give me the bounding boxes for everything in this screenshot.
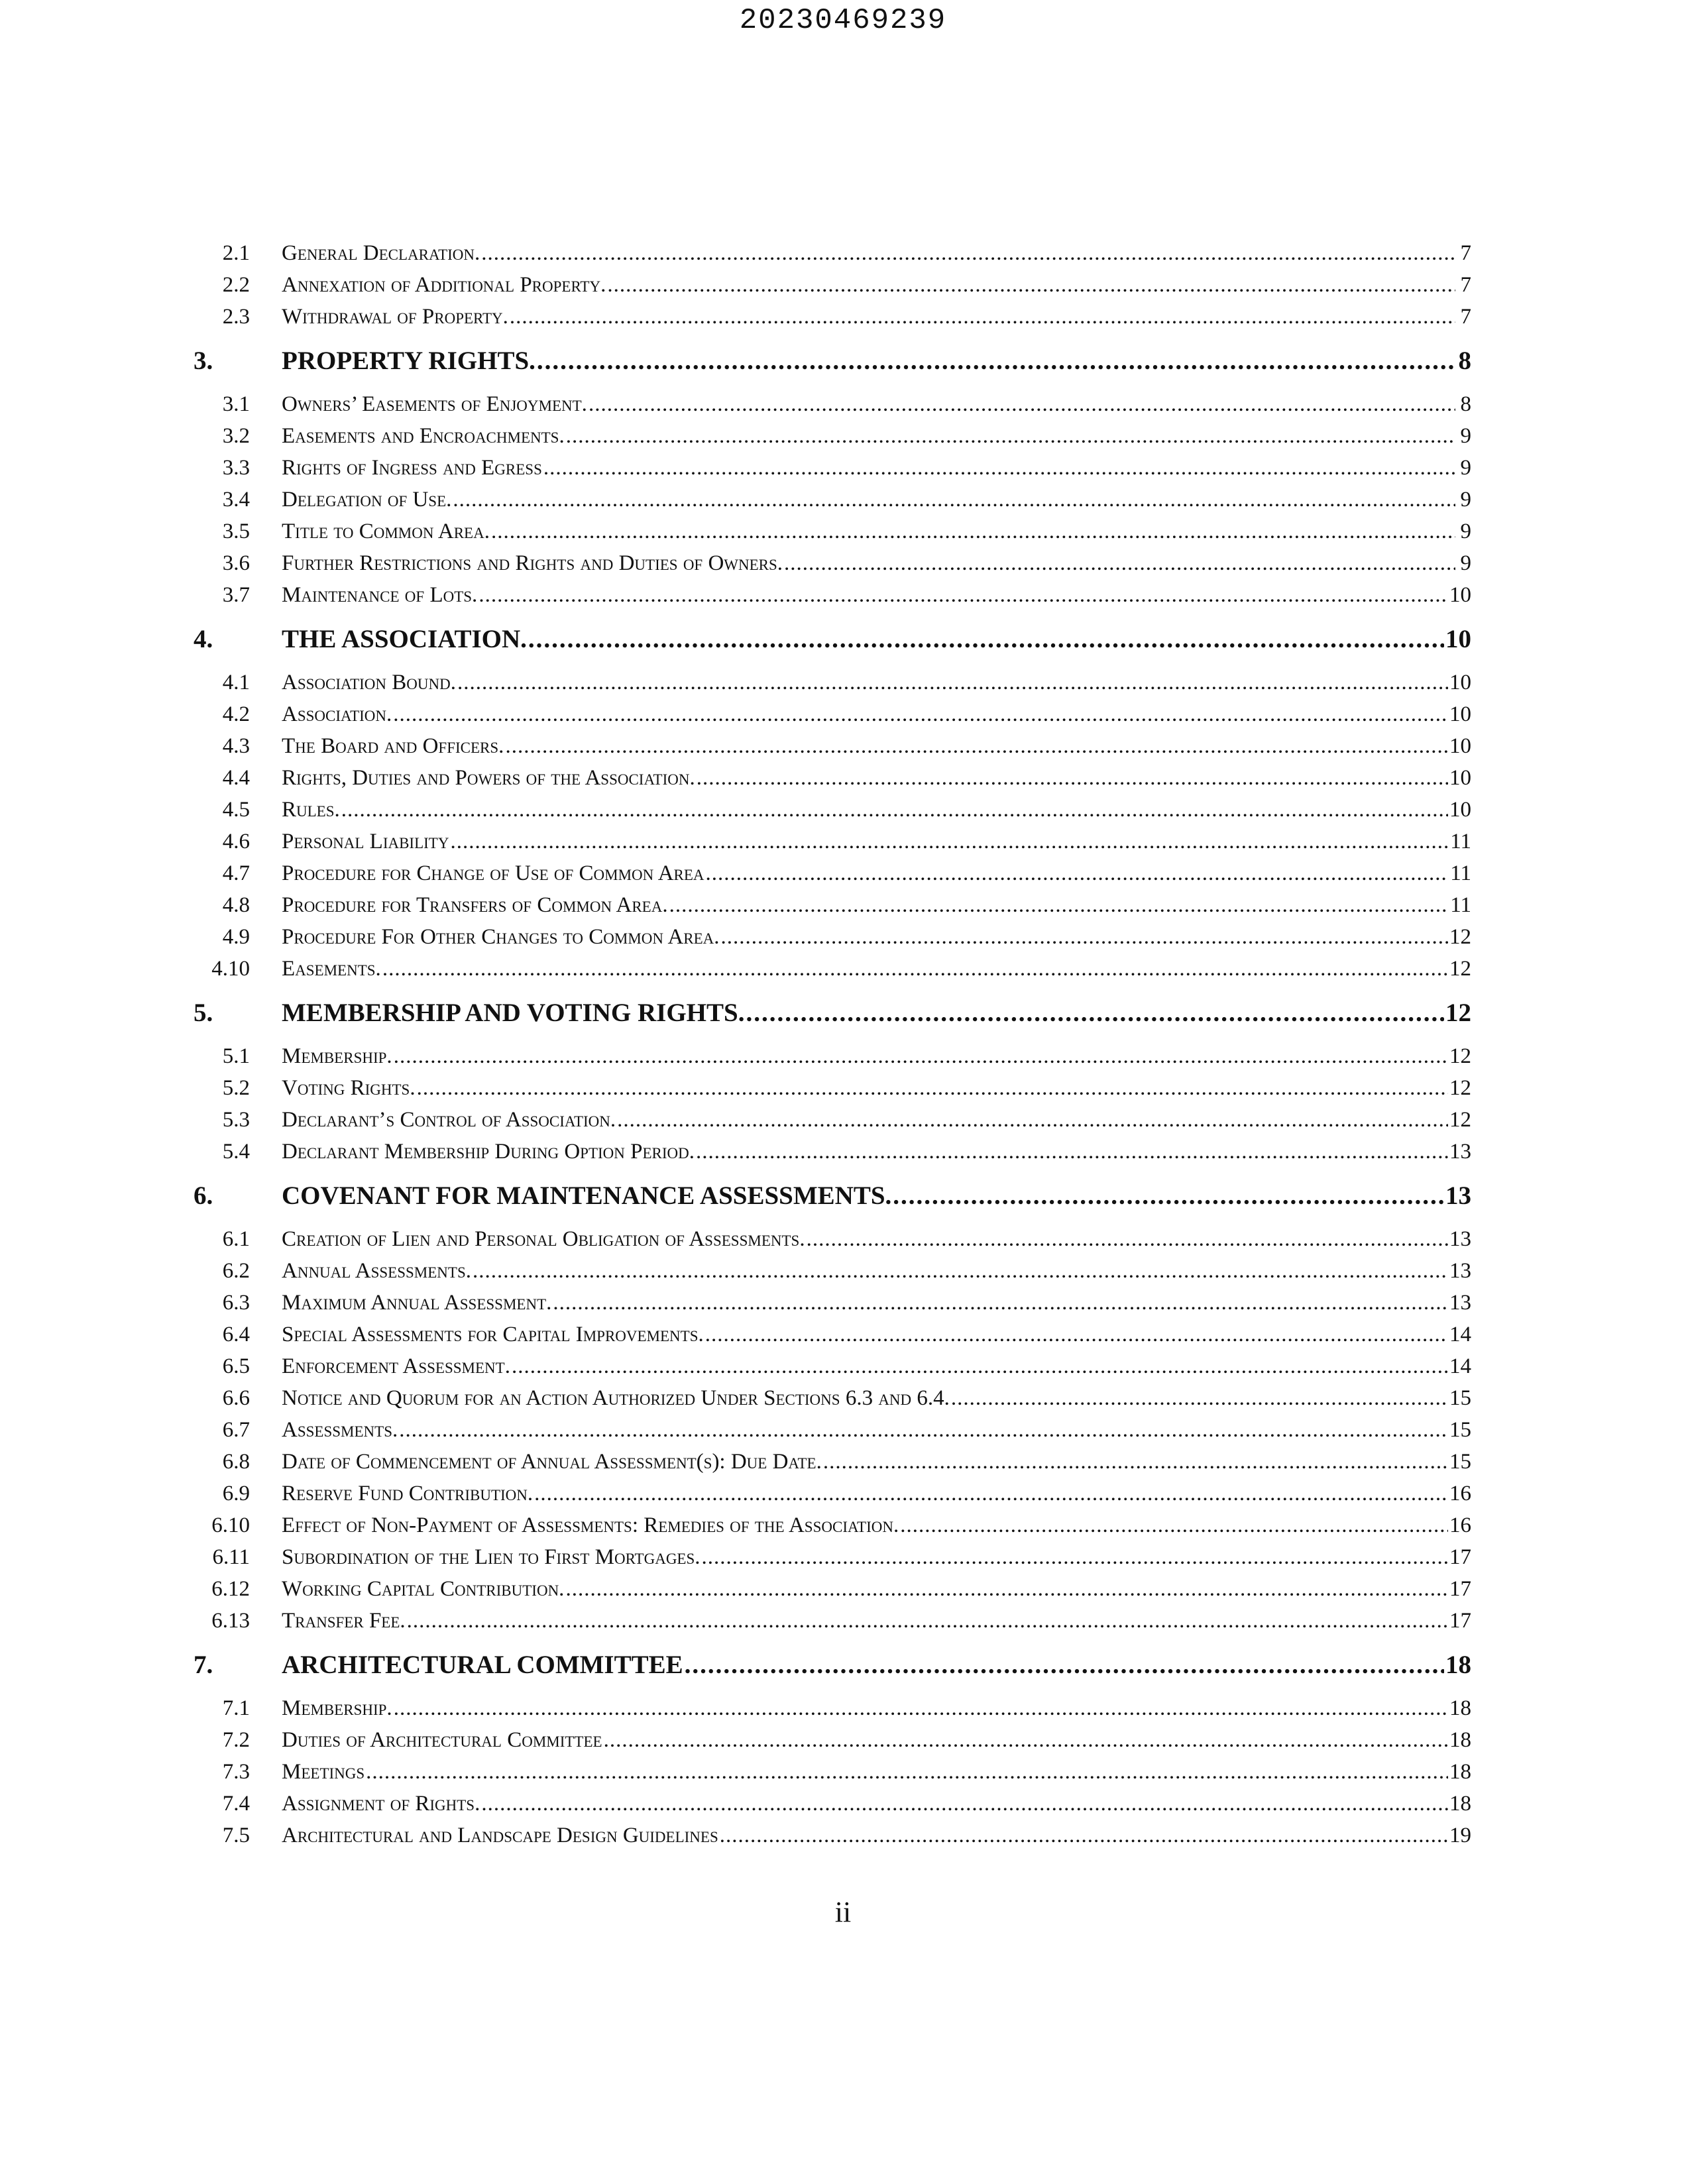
- toc-entry-number: 3.3: [222, 456, 250, 480]
- toc-entry-6-10[interactable]: [186, 1509, 1471, 1541]
- toc-entry-title: Annual Assessments.: [282, 1259, 471, 1283]
- toc-entry-6-7[interactable]: [186, 1414, 1471, 1446]
- toc-entry-number: 4.9: [222, 925, 250, 949]
- toc-entry-number: 4.10: [211, 957, 250, 981]
- toc-entry-3-6[interactable]: [186, 547, 1471, 579]
- toc-entry-number: 4.1: [222, 671, 250, 694]
- toc-section-page: 12: [1445, 999, 1471, 1027]
- toc-entry-title: Maximum Annual Assessment.: [282, 1291, 552, 1315]
- toc-entry-3-7[interactable]: [186, 579, 1471, 611]
- dot-leader: [417, 1072, 1448, 1104]
- dot-leader: [702, 1541, 1448, 1573]
- toc-entry-title: Duties of Architectural Committee: [282, 1728, 602, 1752]
- toc-entry-page: 10: [1449, 766, 1471, 790]
- toc-entry-number: 7.3: [222, 1760, 250, 1784]
- toc-entry-6-5[interactable]: [186, 1350, 1471, 1382]
- toc-entry-7-4[interactable]: [186, 1788, 1471, 1820]
- toc-entry-number: 6.6: [222, 1386, 250, 1410]
- toc-section-7[interactable]: [186, 1645, 1471, 1686]
- toc-entry-title: Architectural and Landscape Design Guidelines: [282, 1824, 718, 1847]
- toc-entry-title: Easements.: [282, 957, 381, 981]
- dot-leader: [669, 889, 1449, 921]
- dot-leader: [807, 1223, 1448, 1255]
- toc-entry-5-4[interactable]: [186, 1136, 1471, 1168]
- toc-entry-title: General Declaration.: [282, 241, 480, 265]
- toc-entry-title: Further Restrictions and Rights and Duties of Owners.: [282, 551, 783, 575]
- toc-entry-6-6[interactable]: [186, 1382, 1471, 1414]
- toc-section-title: MEMBERSHIP AND VOTING RIGHTS.: [282, 999, 745, 1027]
- toc-entry-page: 15: [1449, 1386, 1471, 1410]
- toc-entry-page: 13: [1449, 1227, 1471, 1251]
- toc-entry-number: 6.2: [222, 1259, 250, 1283]
- toc-entry-6-8[interactable]: [186, 1446, 1471, 1478]
- toc-entry-title: Membership.: [282, 1044, 392, 1068]
- dot-leader: [784, 547, 1455, 579]
- toc-entry-page: 12: [1449, 1044, 1471, 1068]
- toc-entry-page: 7: [1460, 241, 1471, 265]
- toc-entry-title: Procedure For Other Changes to Common Area.: [282, 925, 720, 949]
- toc-entry-page: 15: [1449, 1418, 1471, 1442]
- dot-leader: [457, 667, 1448, 698]
- toc-entry-number: 4.4: [222, 766, 250, 790]
- toc-entry-title: Easements and Encroachments.: [282, 424, 565, 448]
- toc-entry-title: Subordination of the Lien to First Mortgages.: [282, 1545, 701, 1569]
- toc-section-number: 6.: [194, 1181, 213, 1210]
- dot-leader: [604, 1724, 1448, 1756]
- toc-entry-title: Transfer Fee.: [282, 1609, 406, 1633]
- toc-entry-number: 3.2: [222, 424, 250, 448]
- toc-entry-title: Withdrawal of Property.: [282, 305, 508, 329]
- toc-entry-number: 7.2: [222, 1728, 250, 1752]
- toc-entry-number: 6.5: [222, 1354, 250, 1378]
- toc-entry-number: 7.4: [222, 1792, 250, 1816]
- toc-entry-4-8[interactable]: [186, 889, 1471, 921]
- dot-leader: [481, 1788, 1448, 1820]
- toc-entry-page: 17: [1449, 1577, 1471, 1601]
- toc-entry-2-3[interactable]: [186, 301, 1471, 333]
- dot-leader: [393, 698, 1448, 730]
- toc-entry-title: Enforcement Assessment.: [282, 1354, 510, 1378]
- toc-entry-title: Title to Common Area.: [282, 519, 490, 543]
- toc-entry-page: 16: [1449, 1482, 1471, 1505]
- toc-section-number: 3.: [194, 347, 213, 375]
- toc-entry-number: 2.3: [222, 305, 250, 329]
- toc-entry-title: Annexation of Additional Property.: [282, 273, 606, 297]
- toc-entry-page: 12: [1449, 1076, 1471, 1100]
- dot-leader: [394, 1040, 1448, 1072]
- toc-section-title: PROPERTY RIGHTS.: [282, 347, 535, 375]
- toc-entry-number: 6.12: [211, 1577, 250, 1601]
- toc-entry-number: 2.1: [222, 241, 250, 265]
- toc-entry-number: 6.3: [222, 1291, 250, 1315]
- toc-entry-6-1[interactable]: [186, 1223, 1471, 1255]
- dot-leader: [394, 1692, 1448, 1724]
- document-number: 20230469239: [739, 4, 947, 37]
- toc-entry-title: Rules.: [282, 798, 340, 822]
- toc-entry-title: Notice and Quorum for an Action Authorized Under Sections 6.3 and 6.4.: [282, 1386, 950, 1410]
- toc-entry-title: Working Capital Contribution.: [282, 1577, 565, 1601]
- toc-entry-5-1[interactable]: [186, 1040, 1471, 1072]
- toc-entry-number: 3.6: [222, 551, 250, 575]
- toc-entry-number: 6.10: [211, 1513, 250, 1537]
- toc-entry-number: 6.8: [222, 1450, 250, 1474]
- toc-section-number: 5.: [194, 999, 213, 1027]
- toc-entry-number: 6.11: [212, 1545, 250, 1569]
- toc-entry-title: Maintenance of Lots.: [282, 583, 478, 607]
- toc-entry-4-6[interactable]: [186, 826, 1471, 857]
- toc-entry-page: 10: [1449, 734, 1471, 758]
- dot-leader: [706, 857, 1449, 889]
- toc-entry-number: 4.7: [222, 861, 250, 885]
- toc-entry-number: 6.7: [222, 1418, 250, 1442]
- toc-entry-page: 10: [1449, 671, 1471, 694]
- toc-section-title: ARCHITECTURAL COMMITTEE: [282, 1651, 683, 1679]
- toc-entry-3-4[interactable]: [186, 484, 1471, 516]
- toc-entry-page: 8: [1460, 392, 1471, 416]
- toc-section-number: 4.: [194, 625, 213, 653]
- toc-entry-number: 7.1: [222, 1696, 250, 1720]
- toc-entry-title: Effect of Non-Payment of Assessments: Remedies of the Association.: [282, 1513, 899, 1537]
- toc-entry-title: Declarant’s Control of Association.: [282, 1108, 616, 1132]
- dot-leader: [746, 993, 1444, 1034]
- toc-entry-page: 11: [1450, 893, 1471, 917]
- toc-entry-7-3[interactable]: [186, 1756, 1471, 1788]
- toc-entry-page: 18: [1449, 1728, 1471, 1752]
- toc-entry-page: 9: [1460, 551, 1471, 575]
- dot-leader: [537, 341, 1455, 382]
- dot-leader: [407, 1605, 1448, 1637]
- toc-section-title: THE ASSOCIATION.: [282, 625, 527, 653]
- toc-entry-3-1[interactable]: [186, 388, 1471, 420]
- toc-entry-7-2[interactable]: [186, 1724, 1471, 1756]
- toc-entry-2-2[interactable]: [186, 269, 1471, 301]
- dot-leader: [697, 762, 1448, 794]
- dot-leader: [528, 619, 1444, 660]
- toc-entry-6-9[interactable]: [186, 1478, 1471, 1509]
- toc-entry-page: 14: [1449, 1354, 1471, 1378]
- toc-entry-page: 13: [1449, 1291, 1471, 1315]
- toc-entry-page: 9: [1460, 456, 1471, 480]
- toc-entry-number: 4.6: [222, 830, 250, 853]
- toc-section-page: 13: [1445, 1181, 1471, 1210]
- toc-entry-number: 5.1: [222, 1044, 250, 1068]
- toc-entry-number: 4.3: [222, 734, 250, 758]
- toc-entry-number: 6.9: [222, 1482, 250, 1505]
- dot-leader: [453, 484, 1455, 516]
- toc-entry-6-3[interactable]: [186, 1287, 1471, 1319]
- toc-entry-page: 10: [1449, 583, 1471, 607]
- toc-entry-title: Rights of Ingress and Egress: [282, 456, 542, 480]
- toc-entry-page: 10: [1449, 798, 1471, 822]
- toc-entry-3-3[interactable]: [186, 452, 1471, 484]
- dot-leader: [399, 1414, 1448, 1446]
- toc-entry-number: 5.4: [222, 1140, 250, 1164]
- toc-section-page: 10: [1445, 625, 1471, 653]
- table-of-contents: [186, 237, 1471, 1851]
- toc-entry-title: Membership.: [282, 1696, 392, 1720]
- toc-entry-page: 7: [1460, 305, 1471, 329]
- toc-entry-6-4[interactable]: [186, 1319, 1471, 1350]
- toc-section-5[interactable]: [186, 993, 1471, 1034]
- toc-section-6[interactable]: [186, 1175, 1471, 1217]
- toc-entry-5-2[interactable]: [186, 1072, 1471, 1104]
- toc-entry-number: 2.2: [222, 273, 250, 297]
- dot-leader: [900, 1509, 1448, 1541]
- dot-leader: [491, 516, 1455, 547]
- toc-entry-page: 10: [1449, 702, 1471, 726]
- page-number: ii: [834, 1896, 852, 1928]
- dot-leader: [589, 388, 1455, 420]
- toc-entry-number: 4.8: [222, 893, 250, 917]
- dot-leader: [565, 1573, 1448, 1605]
- dot-leader: [510, 301, 1455, 333]
- toc-entry-4-2[interactable]: [186, 698, 1471, 730]
- toc-entry-page: 9: [1460, 488, 1471, 512]
- toc-entry-number: 4.5: [222, 798, 250, 822]
- toc-entry-number: 4.2: [222, 702, 250, 726]
- toc-entry-title: Personal Liability: [282, 830, 449, 853]
- toc-entry-number: 3.1: [222, 392, 250, 416]
- toc-entry-title: Owners’ Easements of Enjoyment.: [282, 392, 587, 416]
- toc-entry-title: Declarant Membership During Option Period.: [282, 1140, 695, 1164]
- dot-leader: [366, 1756, 1448, 1788]
- dot-leader: [951, 1382, 1448, 1414]
- dot-leader: [696, 1136, 1448, 1168]
- toc-entry-title: Assignment of Rights.: [282, 1792, 480, 1816]
- toc-entry-title: Association Bound.: [282, 671, 456, 694]
- toc-entry-number: 6.4: [222, 1323, 250, 1346]
- toc-entry-number: 3.7: [222, 583, 250, 607]
- toc-entry-title: Voting Rights.: [282, 1076, 416, 1100]
- toc-entry-6-12[interactable]: [186, 1573, 1471, 1605]
- toc-entry-4-1[interactable]: [186, 667, 1471, 698]
- toc-entry-number: 5.2: [222, 1076, 250, 1100]
- toc-entry-4-5[interactable]: [186, 794, 1471, 826]
- dot-leader: [720, 1820, 1448, 1851]
- toc-entry-page: 18: [1449, 1696, 1471, 1720]
- toc-entry-page: 11: [1450, 861, 1471, 885]
- dot-leader: [893, 1175, 1444, 1217]
- toc-entry-4-4[interactable]: [186, 762, 1471, 794]
- dot-leader: [705, 1319, 1448, 1350]
- toc-entry-page: 18: [1449, 1760, 1471, 1784]
- dot-leader: [553, 1287, 1448, 1319]
- toc-entry-title: The Board and Officers.: [282, 734, 504, 758]
- toc-entry-page: 14: [1449, 1323, 1471, 1346]
- dot-leader: [341, 794, 1448, 826]
- toc-entry-7-5[interactable]: [186, 1820, 1471, 1851]
- dot-leader: [478, 579, 1448, 611]
- toc-entry-6-11[interactable]: [186, 1541, 1471, 1573]
- toc-entry-number: 3.4: [222, 488, 250, 512]
- toc-entry-title: Association.: [282, 702, 392, 726]
- dot-leader: [534, 1478, 1448, 1509]
- dot-leader: [505, 730, 1448, 762]
- dot-leader: [481, 237, 1455, 269]
- toc-entry-title: Rights, Duties and Powers of the Association.: [282, 766, 695, 790]
- toc-entry-title: Meetings: [282, 1760, 365, 1784]
- toc-entry-4-10[interactable]: [186, 953, 1471, 985]
- toc-entry-title: Assessments.: [282, 1418, 398, 1442]
- toc-entry-page: 12: [1449, 1108, 1471, 1132]
- toc-section-page: 8: [1458, 347, 1471, 375]
- toc-entry-4-3[interactable]: [186, 730, 1471, 762]
- toc-entry-page: 17: [1449, 1609, 1471, 1633]
- toc-entry-3-2[interactable]: [186, 420, 1471, 452]
- toc-entry-title: Reserve Fund Contribution.: [282, 1482, 534, 1505]
- toc-entry-page: 19: [1449, 1824, 1471, 1847]
- dot-leader: [823, 1446, 1448, 1478]
- dot-leader: [721, 921, 1448, 953]
- toc-entry-page: 7: [1460, 273, 1471, 297]
- toc-entry-2-1[interactable]: [186, 237, 1471, 269]
- toc-entry-3-5[interactable]: [186, 516, 1471, 547]
- toc-entry-6-2[interactable]: [186, 1255, 1471, 1287]
- dot-leader: [543, 452, 1455, 484]
- dot-leader: [450, 826, 1449, 857]
- toc-entry-title: Procedure for Change of Use of Common Area: [282, 861, 704, 885]
- toc-entry-page: 15: [1449, 1450, 1471, 1474]
- toc-section-title: COVENANT FOR MAINTENANCE ASSESSMENTS.: [282, 1181, 892, 1210]
- toc-section-4[interactable]: [186, 619, 1471, 660]
- toc-entry-page: 17: [1449, 1545, 1471, 1569]
- toc-section-page: 18: [1445, 1651, 1471, 1679]
- toc-entry-title: Creation of Lien and Personal Obligation of Assessments.: [282, 1227, 805, 1251]
- toc-section-number: 7.: [194, 1651, 213, 1679]
- toc-entry-title: Delegation of Use.: [282, 488, 452, 512]
- toc-entry-6-13[interactable]: [186, 1605, 1471, 1637]
- toc-entry-5-3[interactable]: [186, 1104, 1471, 1136]
- toc-entry-page: 12: [1449, 925, 1471, 949]
- toc-entry-number: 5.3: [222, 1108, 250, 1132]
- toc-entry-page: 11: [1450, 830, 1471, 853]
- toc-section-3[interactable]: [186, 341, 1471, 382]
- dot-leader: [685, 1645, 1444, 1686]
- toc-entry-number: 6.13: [211, 1609, 250, 1633]
- toc-entry-page: 9: [1460, 519, 1471, 543]
- toc-entry-page: 9: [1460, 424, 1471, 448]
- toc-entry-title: Procedure for Transfers of Common Area.: [282, 893, 668, 917]
- toc-entry-number: 3.5: [222, 519, 250, 543]
- dot-leader: [617, 1104, 1448, 1136]
- toc-entry-4-7[interactable]: [186, 857, 1471, 889]
- toc-entry-title: Special Assessments for Capital Improvements.: [282, 1323, 704, 1346]
- dot-leader: [473, 1255, 1448, 1287]
- toc-entry-number: 7.5: [222, 1824, 250, 1847]
- dot-leader: [512, 1350, 1448, 1382]
- toc-entry-page: 13: [1449, 1259, 1471, 1283]
- toc-entry-number: 6.1: [222, 1227, 250, 1251]
- toc-entry-7-1[interactable]: [186, 1692, 1471, 1724]
- toc-entry-title: Date of Commencement of Annual Assessment(s): Due Date.: [282, 1450, 822, 1474]
- dot-leader: [566, 420, 1455, 452]
- toc-entry-page: 16: [1449, 1513, 1471, 1537]
- toc-entry-page: 12: [1449, 957, 1471, 981]
- toc-entry-4-9[interactable]: [186, 921, 1471, 953]
- toc-entry-page: 18: [1449, 1792, 1471, 1816]
- dot-leader: [607, 269, 1455, 301]
- dot-leader: [382, 953, 1448, 985]
- toc-entry-page: 13: [1449, 1140, 1471, 1164]
